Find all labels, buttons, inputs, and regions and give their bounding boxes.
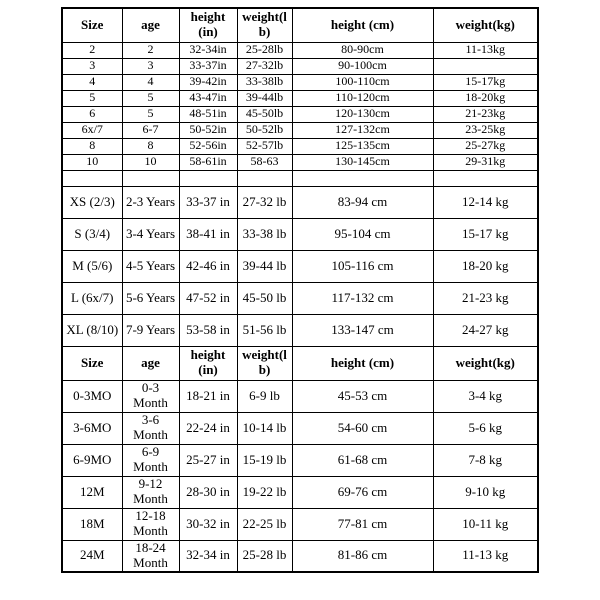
table-row bbox=[62, 186, 538, 218]
table-cell: 39-42in bbox=[179, 74, 237, 90]
table-cell: 5-6 Years bbox=[122, 282, 179, 314]
table-row bbox=[62, 74, 538, 90]
table-row bbox=[62, 412, 538, 444]
table-cell: 5 bbox=[62, 90, 122, 106]
table-cell: 125-135cm bbox=[292, 138, 433, 154]
table-cell: 15-17kg bbox=[433, 74, 538, 90]
table-cell: 10-11 kg bbox=[433, 508, 538, 540]
table-cell: 6-7 bbox=[122, 122, 179, 138]
table-row bbox=[62, 380, 538, 412]
table-cell: 8 bbox=[122, 138, 179, 154]
table-cell: 45-53 cm bbox=[292, 380, 433, 412]
size-chart-body bbox=[62, 8, 538, 572]
table-cell: 42-46 in bbox=[179, 250, 237, 282]
table-cell: 18-20kg bbox=[433, 90, 538, 106]
table-cell: 32-34 in bbox=[179, 540, 237, 572]
table-cell: 48-51in bbox=[179, 106, 237, 122]
table-row bbox=[62, 58, 538, 74]
table-cell: 10-14 lb bbox=[237, 412, 292, 444]
table-cell: 11-13kg bbox=[433, 42, 538, 58]
table-row bbox=[62, 90, 538, 106]
table-cell: 2 bbox=[122, 42, 179, 58]
table-cell: 12M bbox=[62, 476, 122, 508]
spacer-row bbox=[62, 170, 538, 186]
table-row bbox=[62, 314, 538, 346]
table-cell: 4 bbox=[122, 74, 179, 90]
table-cell: 5 bbox=[122, 106, 179, 122]
table-cell: XS (2/3) bbox=[62, 186, 122, 218]
table-cell: 33-38 lb bbox=[237, 218, 292, 250]
table-cell: 32-34in bbox=[179, 42, 237, 58]
table-row bbox=[62, 444, 538, 476]
table-cell: 50-52in bbox=[179, 122, 237, 138]
column-header: Size bbox=[62, 8, 122, 42]
table-cell: 53-58 in bbox=[179, 314, 237, 346]
table-cell: 45-50 lb bbox=[237, 282, 292, 314]
table-cell: 29-31kg bbox=[433, 154, 538, 170]
table-cell: 54-60 cm bbox=[292, 412, 433, 444]
table-cell: 61-68 cm bbox=[292, 444, 433, 476]
table-cell: 12-14 kg bbox=[433, 186, 538, 218]
table-cell: 28-30 in bbox=[179, 476, 237, 508]
column-header: weight(lb) bbox=[237, 346, 292, 380]
table-cell: 33-37in bbox=[179, 58, 237, 74]
table-cell: 3-4 Years bbox=[122, 218, 179, 250]
table-cell: 25-27 in bbox=[179, 444, 237, 476]
table-row bbox=[62, 508, 538, 540]
table-row bbox=[62, 218, 538, 250]
table-cell: 133-147 cm bbox=[292, 314, 433, 346]
table-cell: 12-18 Month bbox=[122, 508, 179, 540]
table-cell: 7-8 kg bbox=[433, 444, 538, 476]
empty-cell bbox=[237, 170, 292, 186]
table-cell: 6-9 Month bbox=[122, 444, 179, 476]
column-header: Size bbox=[62, 346, 122, 380]
header-row bbox=[62, 346, 538, 380]
empty-cell bbox=[179, 170, 237, 186]
table-cell: 39-44lb bbox=[237, 90, 292, 106]
table-cell: 5 bbox=[122, 90, 179, 106]
table-cell bbox=[433, 58, 538, 74]
table-row bbox=[62, 540, 538, 572]
table-cell: 15-17 kg bbox=[433, 218, 538, 250]
table-cell: 127-132cm bbox=[292, 122, 433, 138]
table-cell: 130-145cm bbox=[292, 154, 433, 170]
table-cell: 21-23 kg bbox=[433, 282, 538, 314]
table-cell: XL (8/10) bbox=[62, 314, 122, 346]
table-cell: 9-12 Month bbox=[122, 476, 179, 508]
table-cell: 22-24 in bbox=[179, 412, 237, 444]
table-cell: 45-50lb bbox=[237, 106, 292, 122]
table-row bbox=[62, 476, 538, 508]
table-cell: 0-3 Month bbox=[122, 380, 179, 412]
table-cell: 100-110cm bbox=[292, 74, 433, 90]
table-cell: 38-41 in bbox=[179, 218, 237, 250]
column-header: height (cm) bbox=[292, 346, 433, 380]
empty-cell bbox=[292, 170, 433, 186]
table-cell: 33-37 in bbox=[179, 186, 237, 218]
table-cell: 18-24 Month bbox=[122, 540, 179, 572]
table-cell: 50-52lb bbox=[237, 122, 292, 138]
table-cell: 47-52 in bbox=[179, 282, 237, 314]
empty-cell bbox=[122, 170, 179, 186]
table-cell: 6-9 lb bbox=[237, 380, 292, 412]
size-chart-table bbox=[61, 7, 539, 573]
table-cell: 10 bbox=[122, 154, 179, 170]
table-cell: 27-32 lb bbox=[237, 186, 292, 218]
table-cell: 11-13 kg bbox=[433, 540, 538, 572]
table-cell: 25-27kg bbox=[433, 138, 538, 154]
table-cell: L (6x/7) bbox=[62, 282, 122, 314]
table-cell: 110-120cm bbox=[292, 90, 433, 106]
table-cell: 10 bbox=[62, 154, 122, 170]
table-cell: 95-104 cm bbox=[292, 218, 433, 250]
table-cell: 3 bbox=[62, 58, 122, 74]
table-cell: 52-57lb bbox=[237, 138, 292, 154]
table-cell: 80-90cm bbox=[292, 42, 433, 58]
table-cell: 21-23kg bbox=[433, 106, 538, 122]
table-cell: 58-63 bbox=[237, 154, 292, 170]
table-cell: 3-6 Month bbox=[122, 412, 179, 444]
table-row bbox=[62, 154, 538, 170]
table-cell: 117-132 cm bbox=[292, 282, 433, 314]
table-cell: M (5/6) bbox=[62, 250, 122, 282]
table-cell: 6x/7 bbox=[62, 122, 122, 138]
table-cell: 18-20 kg bbox=[433, 250, 538, 282]
table-row bbox=[62, 138, 538, 154]
table-cell: 25-28lb bbox=[237, 42, 292, 58]
table-cell: 3-4 kg bbox=[433, 380, 538, 412]
table-cell: 2 bbox=[62, 42, 122, 58]
table-cell: 18M bbox=[62, 508, 122, 540]
table-cell: 4 bbox=[62, 74, 122, 90]
table-cell: 77-81 cm bbox=[292, 508, 433, 540]
table-cell: 58-61in bbox=[179, 154, 237, 170]
table-row bbox=[62, 42, 538, 58]
column-header: weight(lb) bbox=[237, 8, 292, 42]
table-cell: 5-6 kg bbox=[433, 412, 538, 444]
table-cell: 6-9MO bbox=[62, 444, 122, 476]
column-header: height (in) bbox=[179, 346, 237, 380]
column-header: height (cm) bbox=[292, 8, 433, 42]
table-cell: 52-56in bbox=[179, 138, 237, 154]
table-cell: 33-38lb bbox=[237, 74, 292, 90]
table-cell: 6 bbox=[62, 106, 122, 122]
column-header: weight(kg) bbox=[433, 346, 538, 380]
table-cell: 4-5 Years bbox=[122, 250, 179, 282]
table-cell: 43-47in bbox=[179, 90, 237, 106]
table-cell: 39-44 lb bbox=[237, 250, 292, 282]
table-cell: 0-3MO bbox=[62, 380, 122, 412]
table-cell: 9-10 kg bbox=[433, 476, 538, 508]
table-cell: 27-32lb bbox=[237, 58, 292, 74]
column-header: age bbox=[122, 346, 179, 380]
table-row bbox=[62, 282, 538, 314]
table-cell: 3 bbox=[122, 58, 179, 74]
column-header: weight(kg) bbox=[433, 8, 538, 42]
table-cell: 18-21 in bbox=[179, 380, 237, 412]
table-cell: 83-94 cm bbox=[292, 186, 433, 218]
table-cell: 15-19 lb bbox=[237, 444, 292, 476]
empty-cell bbox=[433, 170, 538, 186]
table-cell: S (3/4) bbox=[62, 218, 122, 250]
table-cell: 7-9 Years bbox=[122, 314, 179, 346]
table-cell: 90-100cm bbox=[292, 58, 433, 74]
table-cell: 8 bbox=[62, 138, 122, 154]
table-cell: 2-3 Years bbox=[122, 186, 179, 218]
column-header: height (in) bbox=[179, 8, 237, 42]
table-cell: 22-25 lb bbox=[237, 508, 292, 540]
table-cell: 19-22 lb bbox=[237, 476, 292, 508]
table-cell: 24M bbox=[62, 540, 122, 572]
table-row bbox=[62, 122, 538, 138]
table-cell: 69-76 cm bbox=[292, 476, 433, 508]
table-cell: 51-56 lb bbox=[237, 314, 292, 346]
table-cell: 120-130cm bbox=[292, 106, 433, 122]
table-cell: 81-86 cm bbox=[292, 540, 433, 572]
table-cell: 30-32 in bbox=[179, 508, 237, 540]
empty-cell bbox=[62, 170, 122, 186]
table-cell: 3-6MO bbox=[62, 412, 122, 444]
table-cell: 105-116 cm bbox=[292, 250, 433, 282]
table-cell: 24-27 kg bbox=[433, 314, 538, 346]
table-row bbox=[62, 250, 538, 282]
table-row bbox=[62, 106, 538, 122]
table-cell: 25-28 lb bbox=[237, 540, 292, 572]
header-row bbox=[62, 8, 538, 42]
column-header: age bbox=[122, 8, 179, 42]
table-cell: 23-25kg bbox=[433, 122, 538, 138]
